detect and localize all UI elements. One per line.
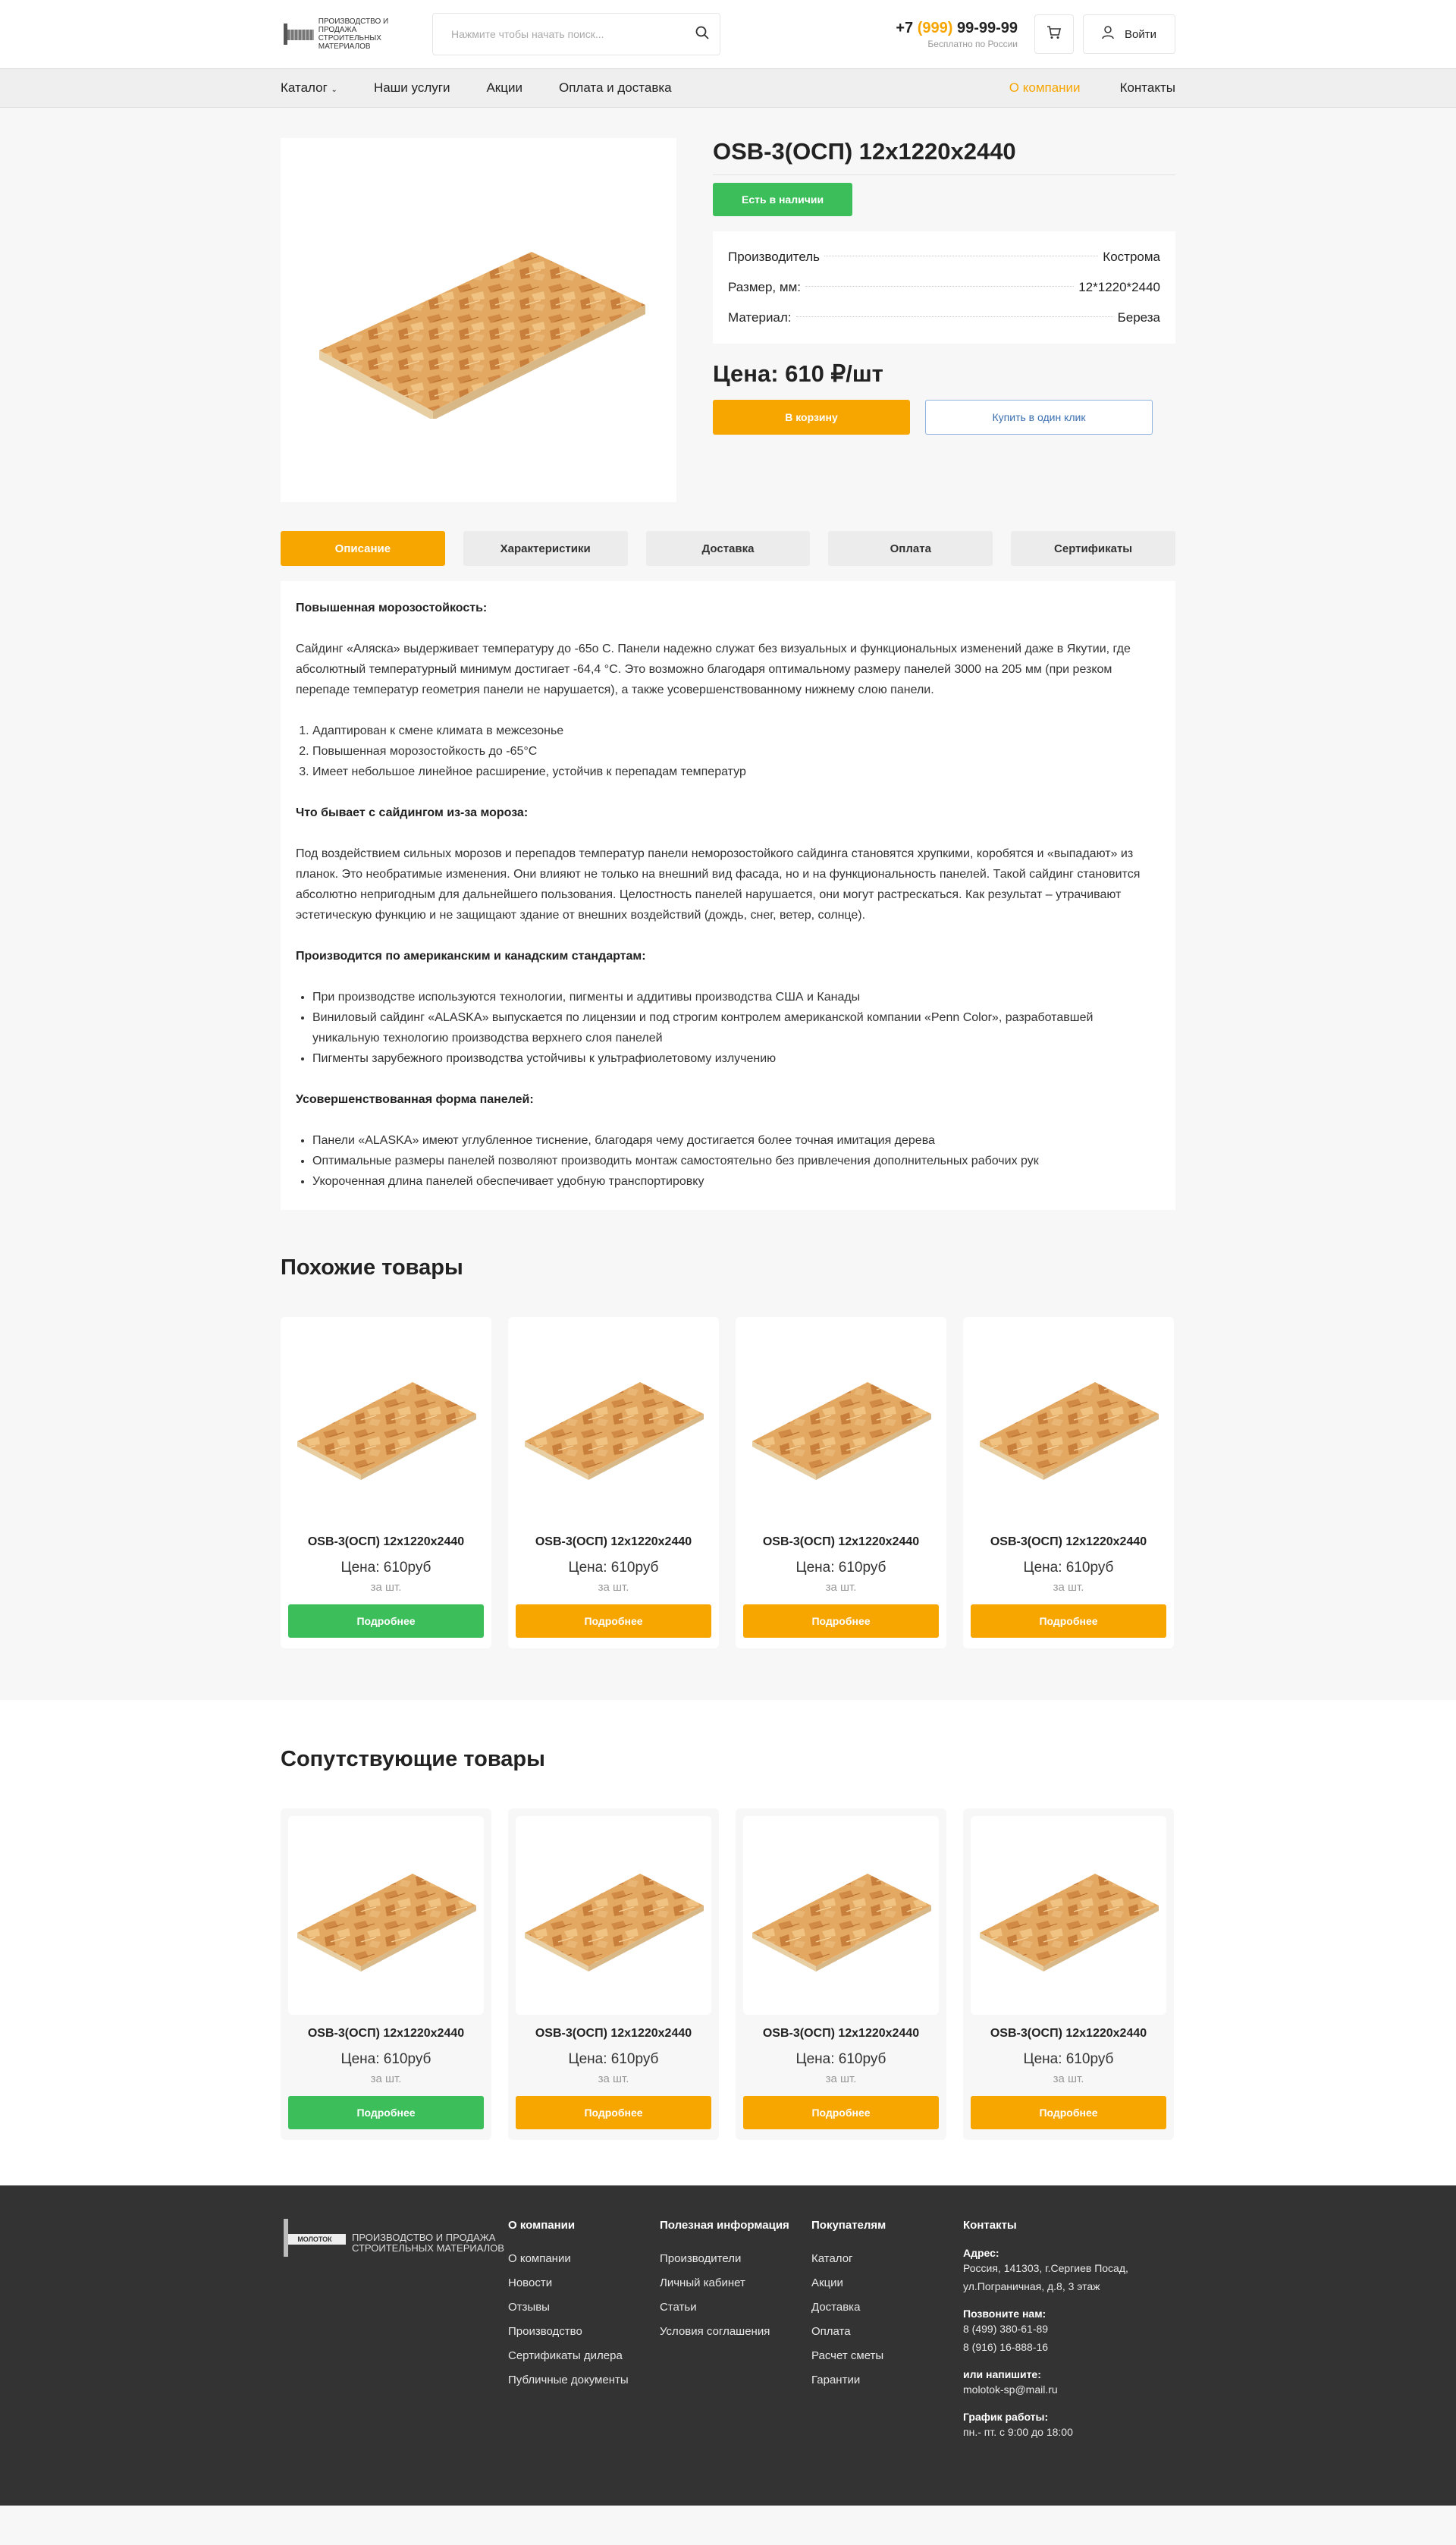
list-item: 2. Повышенная морозостойкость до -65°С xyxy=(312,741,1160,762)
footer-link[interactable]: Оплата xyxy=(811,2325,851,2338)
product-card-price: Цена: 610руб xyxy=(340,2051,431,2067)
nav-item-services[interactable]: Наши услуги xyxy=(373,80,450,95)
details-button[interactable]: Подробнее xyxy=(516,2096,711,2129)
footer xyxy=(0,2185,1456,2506)
product-card[interactable] xyxy=(963,1808,1174,2140)
related-title: Сопутствующие товары xyxy=(281,1747,545,1771)
nav-item-catalog[interactable]: Каталог ⌄ xyxy=(281,80,337,95)
product-card-image[interactable] xyxy=(743,1816,939,2015)
list-item: • Укороченная длина панелей обеспечивает удобную транспортировку xyxy=(312,1171,1160,1192)
footer-email[interactable]: molotok-sp@mail.ru xyxy=(963,2383,1058,2396)
chevron-down-icon: ⌄ xyxy=(331,86,337,94)
product-card-image[interactable] xyxy=(288,1816,484,2015)
footer-phone-1[interactable]: 8 (499) 380-61-89 xyxy=(963,2323,1049,2335)
list-item: • Пигменты зарубежного производства устойчивы к ультрафиолетовому излучению xyxy=(312,1048,1160,1069)
footer-link[interactable]: Акции xyxy=(811,2276,843,2289)
footer-link[interactable]: Сертификаты дилера xyxy=(508,2349,623,2362)
product-card-price: Цена: 610руб xyxy=(568,1560,659,1576)
spec-table xyxy=(713,231,1175,344)
product-card-name[interactable]: OSB-3(ОСП) 12x1220x2440 xyxy=(990,2027,1147,2040)
description-heading: Усовершенствованная форма панелей: xyxy=(296,1093,534,1106)
search-box xyxy=(432,13,720,55)
product-card-name[interactable]: OSB-3(ОСП) 12x1220x2440 xyxy=(307,2027,465,2040)
footer-logo-text-line-2: СТРОИТЕЛЬНЫХ МАТЕРИАЛОВ xyxy=(352,2242,504,2254)
list-item: 3. Имеет небольшое линейное расширение, устойчив к перепадам температур xyxy=(312,762,1160,782)
product-card[interactable] xyxy=(736,1317,946,1648)
related-products xyxy=(0,1700,1456,2185)
footer-link[interactable]: Гарантии xyxy=(811,2374,861,2386)
product-card-image[interactable] xyxy=(743,1324,939,1523)
footer-column-buyers xyxy=(811,2219,963,2441)
details-button[interactable]: Подробнее xyxy=(288,2096,484,2129)
nav-item-about[interactable]: О компании xyxy=(1009,80,1081,95)
product-image[interactable] xyxy=(281,138,676,502)
write-label: или напишите: xyxy=(963,2368,1041,2380)
product-card-image[interactable] xyxy=(971,1324,1166,1523)
description-paragraph: Под воздействием сильных морозов и перепадов температур панели неморозостойкого сайдинга становятся хрупкими, коробятся и «выпадают» из планок. Это необратимые изменения. Они влияют не только на внешний вид фасада, но и на функциональность панелей. Такой сайдинг становится абсолютно непригодным для дальнейшего пользования. Целостность панелей нарушается, они могут растрескаться. Как результат – утрачивают эстетическую функцию и не защищают здание от внешних воздействий (дождь, снег, ветер, солнце). xyxy=(296,847,1141,922)
description-heading: Повышенная морозостойкость: xyxy=(296,602,488,614)
product-card-name[interactable]: OSB-3(ОСП) 12x1220x2440 xyxy=(535,2027,692,2040)
tab-delivery[interactable]: Доставка xyxy=(646,531,811,566)
product-card-price: Цена: 610руб xyxy=(795,1560,886,1576)
product-card-unit: за шт. xyxy=(825,2072,857,2085)
product-card-unit: за шт. xyxy=(1053,2072,1084,2085)
cart-icon xyxy=(1046,26,1062,43)
footer-link[interactable]: Публичные документы xyxy=(508,2374,629,2386)
logo[interactable] xyxy=(281,17,417,51)
product-card[interactable] xyxy=(736,1808,946,2140)
search-icon[interactable] xyxy=(695,26,709,43)
footer-logo-text-line-1: ПРОИЗВОДСТВО И ПРОДАЖА xyxy=(352,2232,496,2243)
address-value: Россия, 141303, г.Сергиев Посад, ул.Пограничная, д.8, 3 этаж xyxy=(963,2262,1128,2292)
product-card-price: Цена: 610руб xyxy=(568,2051,659,2067)
call-label: Позвоните нам: xyxy=(963,2308,1046,2320)
footer-link[interactable]: Производство xyxy=(508,2325,582,2338)
product-card-image[interactable] xyxy=(971,1816,1166,2015)
footer-phone-2[interactable]: 8 (916) 16-888-16 xyxy=(963,2341,1049,2353)
footer-column-title: О компании xyxy=(508,2219,576,2232)
cart-button[interactable] xyxy=(1034,14,1074,54)
description-paragraph: Сайдинг «Аляска» выдерживает температуру до -65о С. Панели надежно служат без визуальных и функциональных изменений даже в Якутии, где абсолютный температурный минимум достигает -64,4 °С. Это возможно благодаря оптимальному размеру панелей 3000 на 205 мм (при резком перепаде температур геометрия панели не нарушается), а также усовершенствованному нижнему слою панели. xyxy=(296,643,1131,696)
product-card-price: Цена: 610руб xyxy=(1023,2051,1114,2067)
footer-column-info xyxy=(660,2219,811,2441)
product-card[interactable] xyxy=(281,1317,491,1648)
product-price: Цена: 610 ₽/шт xyxy=(713,360,883,387)
tab-description[interactable]: Описание xyxy=(281,531,445,566)
product-tabs xyxy=(281,531,1175,566)
similar-title: Похожие товары xyxy=(281,1255,463,1280)
list-item: • Оптимальные размеры панелей позволяют производить монтаж самостоятельно без привлечения дополнительных рабочих рук xyxy=(312,1151,1160,1171)
footer-link[interactable]: Каталог xyxy=(811,2252,853,2265)
tab-characteristics[interactable]: Характеристики xyxy=(463,531,628,566)
footer-link[interactable]: Доставка xyxy=(811,2301,861,2314)
phone-subtitle: Бесплатно по России xyxy=(927,38,1018,49)
list-item: • При производстве используются технологии, пигменты и аддитивы производства США и Канады xyxy=(312,987,1160,1007)
product-card-image[interactable] xyxy=(516,1816,711,2015)
footer-link[interactable]: Расчет сметы xyxy=(811,2349,884,2362)
footer-link[interactable]: Личный кабинет xyxy=(660,2276,745,2289)
footer-link[interactable]: Статьи xyxy=(660,2301,697,2314)
details-button[interactable]: Подробнее xyxy=(288,1604,484,1638)
logo-text-line-1: ПРОИЗВОДСТВО И ПРОДАЖА xyxy=(318,17,389,34)
footer-link[interactable]: Условия соглашения xyxy=(660,2325,770,2338)
product-card-name[interactable]: OSB-3(ОСП) 12x1220x2440 xyxy=(307,1535,465,1548)
hammer-logo-icon: МОЛОТОК xyxy=(281,2219,346,2257)
product-card-unit: за шт. xyxy=(598,2072,629,2085)
nav-item-payment-delivery[interactable]: Оплата и доставка xyxy=(558,80,672,95)
footer-link[interactable]: Отзывы xyxy=(508,2301,550,2314)
details-button[interactable]: Подробнее xyxy=(971,1604,1166,1638)
working-hours: пн.- пт. с 9:00 до 18:00 xyxy=(963,2426,1073,2438)
spec-row: Размер, мм: 12*1220*2440 xyxy=(728,280,1160,294)
description-list xyxy=(312,1130,1160,1192)
product-card[interactable] xyxy=(281,1808,491,2140)
footer-link[interactable]: О компании xyxy=(508,2252,571,2265)
product-card[interactable] xyxy=(508,1317,719,1648)
nav-item-promotions[interactable]: Акции xyxy=(486,80,522,95)
footer-column-title: Контакты xyxy=(963,2219,1017,2232)
product-card-price: Цена: 610руб xyxy=(1023,1560,1114,1576)
list-item: 1. Адаптирован к смене климата в межсезонье xyxy=(312,721,1160,741)
address-label: Адрес: xyxy=(963,2247,999,2259)
footer-column-title: Полезная информация xyxy=(660,2219,789,2232)
description-heading: Производится по американским и канадским стандартам: xyxy=(296,950,646,963)
login-label: Войти xyxy=(1125,27,1156,41)
product-card-price: Цена: 610руб xyxy=(340,1560,431,1576)
footer-link[interactable]: Новости xyxy=(508,2276,553,2289)
search-input[interactable] xyxy=(451,28,695,40)
footer-column-title: Покупателям xyxy=(811,2219,886,2232)
hours-label: График работы: xyxy=(963,2411,1049,2423)
product-card-unit: за шт. xyxy=(1053,1581,1084,1594)
details-button[interactable]: Подробнее xyxy=(743,1604,939,1638)
buy-one-click-button[interactable]: Купить в один клик xyxy=(925,400,1153,435)
details-button[interactable]: Подробнее xyxy=(743,2096,939,2129)
spec-row: Производитель Кострома xyxy=(728,250,1160,264)
product-card-name[interactable]: OSB-3(ОСП) 12x1220x2440 xyxy=(762,1535,920,1548)
details-button[interactable]: Подробнее xyxy=(516,1604,711,1638)
phone-block xyxy=(896,20,1018,49)
product-card-unit: за шт. xyxy=(370,2072,402,2085)
product-card-image[interactable] xyxy=(516,1324,711,1523)
description-panel xyxy=(281,581,1175,1210)
product-card-unit: за шт. xyxy=(370,1581,402,1594)
similar-products xyxy=(281,1255,1175,1648)
product-card[interactable] xyxy=(508,1808,719,2140)
tab-certificates[interactable]: Сертификаты xyxy=(1011,531,1175,566)
footer-column-company xyxy=(508,2219,660,2441)
product-card-name[interactable]: OSB-3(ОСП) 12x1220x2440 xyxy=(535,1535,692,1548)
nav-item-contacts[interactable]: Контакты xyxy=(1119,80,1175,95)
osb-board-image xyxy=(304,222,653,419)
list-item: • Виниловый сайдинг «ALASKA» выпускается по лицензии и под строгим контролем американской компании «Penn Color», разработавшей уникальную технологию производства верхнего слоя панелей xyxy=(312,1007,1160,1048)
product-card-unit: за шт. xyxy=(598,1581,629,1594)
product-title: OSB-3(ОСП) 12x1220x2440 xyxy=(713,138,1175,175)
phone-number[interactable]: +7 (999) 99-99-99 xyxy=(896,19,1018,36)
main-nav xyxy=(0,68,1456,108)
footer-link[interactable]: Производители xyxy=(660,2252,742,2265)
footer-contacts xyxy=(963,2219,1175,2441)
product-card-name[interactable]: OSB-3(ОСП) 12x1220x2440 xyxy=(762,2027,920,2040)
list-item: • Панели «ALASKA» имеют углубленное тиснение, благодаря чему достигается более точная имитация дерева xyxy=(312,1130,1160,1151)
logo-text-line-2: СТРОИТЕЛЬНЫХ МАТЕРИАЛОВ xyxy=(318,34,381,51)
footer-logo[interactable] xyxy=(281,2219,508,2441)
login-button[interactable] xyxy=(1083,14,1175,54)
user-icon xyxy=(1102,26,1114,42)
description-list xyxy=(312,987,1160,1069)
product-card-unit: за шт. xyxy=(825,1581,857,1594)
header xyxy=(0,0,1456,68)
product-card-image[interactable] xyxy=(288,1324,484,1523)
in-stock-badge: Есть в наличии xyxy=(713,183,852,216)
product-card-price: Цена: 610руб xyxy=(795,2051,886,2067)
description-heading: Что бывает с сайдингом из-за мороза: xyxy=(296,806,529,819)
add-to-cart-button[interactable]: В корзину xyxy=(713,400,910,435)
details-button[interactable]: Подробнее xyxy=(971,2096,1166,2129)
spec-row: Материал: Береза xyxy=(728,310,1160,325)
product-card-name[interactable]: OSB-3(ОСП) 12x1220x2440 xyxy=(990,1535,1147,1548)
description-list xyxy=(312,721,1160,782)
product-section xyxy=(281,138,1175,502)
product-card[interactable] xyxy=(963,1317,1174,1648)
hammer-logo-icon xyxy=(281,24,314,45)
tab-payment[interactable]: Оплата xyxy=(828,531,993,566)
